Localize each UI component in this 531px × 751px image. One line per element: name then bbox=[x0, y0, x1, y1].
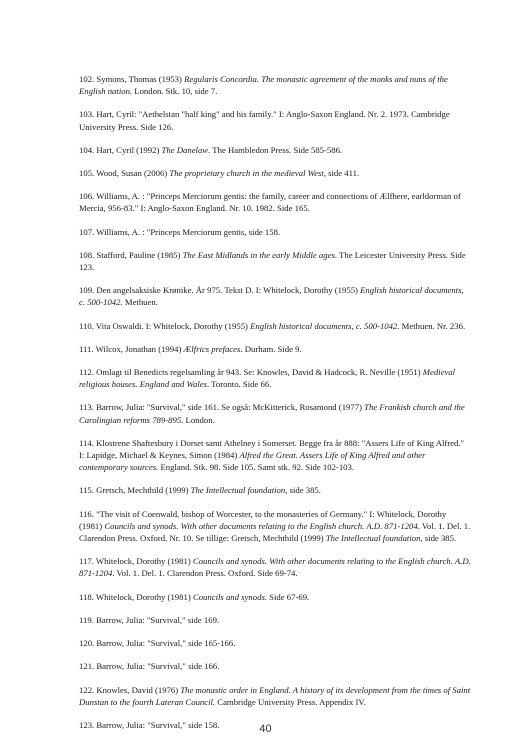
endnote-title: English historical documents, c. 500-1042. bbox=[250, 320, 400, 331]
endnote-number: 122. bbox=[79, 684, 95, 695]
endnote-text: . Toronto. Side 66. bbox=[206, 379, 272, 390]
endnote-text: Knowles, David (1976) bbox=[94, 684, 181, 695]
endnote-title: The East Midlands in the early Middle ages bbox=[182, 249, 335, 260]
endnote bbox=[79, 555, 471, 579]
endnote bbox=[79, 660, 471, 672]
endnote-number: 113. bbox=[79, 402, 94, 413]
endnote-text: Stafford, Pauline (1985) bbox=[94, 249, 183, 260]
endnote-text: "The visit of Coenwald, bishop of Worcester, to the monasteries of Germany." I: Whitelock, Dorothy (1981) bbox=[79, 508, 447, 531]
endnote bbox=[79, 284, 471, 308]
endnote bbox=[79, 366, 471, 390]
endnote-text: Methuen. Nr. 236. bbox=[399, 320, 466, 331]
endnote-text: Gretsch, Mechthild (1999) bbox=[93, 485, 191, 496]
endnote-title: Medieval religious houses. England and Wales bbox=[79, 367, 456, 390]
endnote bbox=[79, 190, 471, 214]
endnote-number: 105. bbox=[79, 168, 95, 179]
endnote-text: , side 385. bbox=[285, 485, 321, 496]
page-number: 40 bbox=[259, 723, 272, 735]
endnote-number: 116. bbox=[79, 508, 94, 519]
endnote bbox=[79, 508, 471, 545]
endnote-text: Klostrene Shaftesbury i Dorset samt Athelney i Somerset. Begge fra år 888: "Assers Life of King Alfred." I: Lapidge, Michael & Keynes, Simon (1984) bbox=[79, 437, 465, 461]
endnote-number: 106. bbox=[79, 191, 95, 202]
endnote-title: The monastic order in England. A history of its development from the times of Saint Dunstan to the fourth Lateran Council. bbox=[79, 684, 471, 707]
endnote-title: The Intellectual foundation bbox=[325, 533, 421, 544]
endnote-text: Hart, Cyril: "Aethelstan "half king" and his family." I: Anglo-Saxon England. Nr. 2. 1973. Cambridge University Press. Side 126. bbox=[79, 109, 450, 132]
endnote-number: 107. bbox=[79, 226, 95, 237]
endnote-number: 121. bbox=[79, 661, 95, 672]
endnote bbox=[79, 484, 471, 496]
endnote-text: Barrow, Julia: "Survival," side 165-166. bbox=[94, 638, 236, 649]
endnote-text: Williams, A. : "Princeps Merciorum gentis, side 158. bbox=[94, 226, 281, 237]
endnote-text: side 411. bbox=[325, 168, 360, 179]
endnote-title: Councils and synods. bbox=[192, 591, 267, 602]
endnote bbox=[79, 637, 471, 649]
endnote-text: , side 385. bbox=[420, 533, 457, 544]
endnote-text: . Vol. 1. Del. 1. Clarendon Press. Oxford. Nr. 10. Se tillige: Gretsch, Mechthild (1999) bbox=[79, 520, 471, 544]
endnote-text: . The Hambledon Press. Side 585-586. bbox=[208, 144, 343, 155]
endnote-title: The Intellectual foundation bbox=[190, 485, 286, 496]
endnote-number: 119. bbox=[79, 614, 94, 625]
endnote-number: 110. bbox=[79, 320, 94, 331]
endnote-number: 114. bbox=[79, 437, 94, 448]
endnote bbox=[79, 614, 471, 626]
endnote-text: England. Stk. 98. Side 105. Samt stk. 92. Side 102-103. bbox=[158, 462, 355, 473]
endnote-title: The Frankish church and the Carolingian reforms 789-895 bbox=[79, 402, 465, 425]
endnote-number: 108. bbox=[79, 249, 95, 260]
endnote-text: . London. bbox=[181, 414, 215, 425]
endnote-number: 118. bbox=[79, 591, 94, 602]
endnote-text: Whitelock, Dorothy (1981) bbox=[93, 591, 193, 602]
endnote-number: 123. bbox=[79, 719, 95, 730]
endnote bbox=[79, 108, 471, 132]
endnote-title: The proprietary church in the medieval West, bbox=[169, 168, 326, 179]
endnote bbox=[79, 591, 471, 603]
endnote-title: English historical documents, c. 500-1042. bbox=[79, 285, 464, 308]
endnote-text: Wilcox, Jonathan (1994) bbox=[93, 343, 184, 354]
endnote-text: Wood, Susan (2006) bbox=[94, 168, 170, 179]
endnote-text: Barrow, Julia: "Survival," side 169. bbox=[93, 614, 220, 625]
endnote bbox=[79, 73, 471, 97]
endnote-text: Williams, A. : "Princeps Merciorum gentis: the family, career and connections of Ælfhere, earldorman of Mercia, 956-83." I: Anglo-Saxon England. Nr. 10. 1982. Side 165. bbox=[79, 191, 461, 214]
endnote-text: . The Leicester University Press. Side 123. bbox=[79, 249, 466, 273]
endnote-number: 111. bbox=[79, 343, 94, 354]
endnote-number: 109. bbox=[79, 285, 95, 296]
endnote bbox=[79, 684, 471, 708]
endnote-title: Alfred the Great. Assers Life of King Alfred and other contemporary sources. bbox=[79, 450, 426, 473]
endnote bbox=[79, 343, 471, 355]
endnote-number: 112. bbox=[79, 367, 94, 378]
endnote-number: 104. bbox=[79, 144, 95, 155]
endnote-text: Den angelsaksiske Krønike. År 975. Tekst D. I: Whitelock, Dorothy (1955) bbox=[94, 285, 361, 296]
endnote-text: Methuen. bbox=[122, 297, 158, 308]
endnote-title: Councils and synods. With other documents relating to the English church. A.D. 871-1204 bbox=[79, 556, 471, 579]
endnote-text: Symons, Thomas (1953) bbox=[94, 74, 185, 84]
endnote bbox=[79, 144, 471, 156]
endnote-text: Barrow, Julia: "Survival," side 166. bbox=[94, 661, 220, 672]
endnote-title: The Danelaw bbox=[161, 144, 209, 155]
endnote-text: Cambridge University Press. Appendix IV. bbox=[215, 696, 366, 707]
endnote bbox=[79, 320, 471, 332]
endnote-text: London. Stk. 10, side 7. bbox=[132, 86, 218, 97]
endnote-number: 102. bbox=[79, 74, 95, 84]
endnote bbox=[79, 401, 471, 425]
endnote-number: 103. bbox=[79, 109, 95, 120]
endnote-title: Ælfrics prefaces bbox=[183, 343, 241, 354]
endnote-text: Whitelock, Dorothy (1981) bbox=[93, 556, 193, 567]
endnote-text: . Durham. Side 9. bbox=[240, 343, 302, 354]
endnote-number: 115. bbox=[79, 485, 94, 496]
endnote-text: Barrow, Julia: "Survival," side 161. Se også: McKitterick, Rosamond (1977) bbox=[93, 402, 365, 413]
endnote-text: Vita Oswaldi. I: Whitelock, Dorothy (1955) bbox=[93, 320, 251, 331]
endnote bbox=[79, 226, 471, 238]
endnote-text: Omlagt til Benedicts regelsamling år 943. Se: Knowles, David & Hadcock, R. Neville (1951) bbox=[93, 367, 423, 378]
endnote bbox=[79, 167, 471, 179]
endnote-text: . Vol. 1. Del. 1. Clarendon Press. Oxford. Side 69-74. bbox=[112, 568, 298, 579]
endnote-text: Barrow, Julia: "Survival," side 158. bbox=[94, 719, 220, 730]
endnote bbox=[79, 249, 471, 273]
endnote-title: Regularis Concordia. The monastic agreement of the monks and nuns of the English nation. bbox=[79, 74, 448, 97]
endnote-text: Hart, Cyril (1992) bbox=[94, 144, 162, 155]
endnote-number: 117. bbox=[79, 556, 94, 567]
endnote-number: 120. bbox=[79, 638, 95, 649]
endnotes-list bbox=[79, 73, 471, 742]
endnote-title: Councils and synods. With other documents relating to the English church. A.D. 871-1204 bbox=[104, 520, 418, 531]
endnote bbox=[79, 437, 471, 474]
endnote-text: Side 67-69. bbox=[267, 591, 310, 602]
